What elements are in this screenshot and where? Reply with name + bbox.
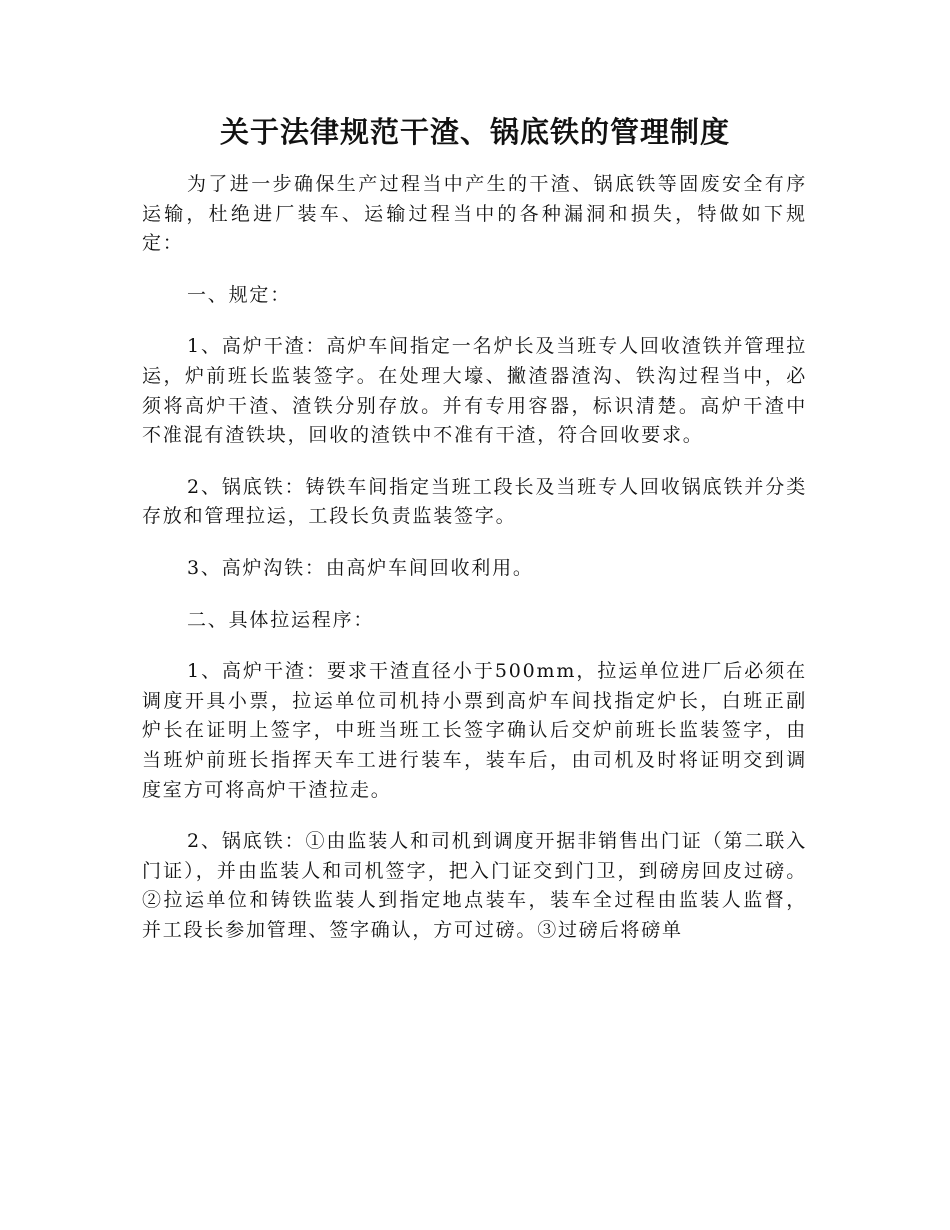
rule-item-trough-iron: 3、高炉沟铁：由高炉车间回收利用。 [187,556,534,579]
intro-paragraph: 为了进一步确保生产过程当中产生的干渣、锅底铁等固废安全有序运输，杜绝进厂装车、运输过程当中的各种漏洞和损失，特做如下规定： [142,173,807,255]
rule-item-pot-bottom-iron: 2、锅底铁：铸铁车间指定当班工段长及当班专人回收锅底铁并分类存放和管理拉运，工段长负责监装签字。 [142,475,807,528]
section-heading-procedure: 二、具体拉运程序： [187,608,375,631]
rule-item-furnace-slag: 1、高炉干渣：高炉车间指定一名炉长及当班专人回收渣铁并管理拉运，炉前班长监装签字。在处理大壕、撇渣器渣沟、铁沟过程当中，必须将高炉干渣、渣铁分别存放。并有专用容器，标识清楚。高炉干渣中不准混有渣铁块，回收的渣铁中不准有干渣，符合回收要求。 [142,335,807,447]
procedure-item-furnace-slag: 1、高炉干渣：要求干渣直径小于500mm，拉运单位进厂后必须在调度开具小票，拉运单位司机持小票到高炉车间找指定炉长，白班正副炉长在证明上签字，中班当班工长签字确认后交炉前班长监装签字，由当班炉前班长指挥天车工进行装车，装车后，由司机及时将证明交到调度室方可将高炉干渣拉走。 [142,660,807,801]
document-body [142,170,807,967]
procedure-item-pot-bottom-iron: 2、锅底铁：①由监装人和司机到调度开据非销售出门证（第二联入门证），并由监装人和司机签字，把入门证交到门卫，到磅房回皮过磅。②拉运单位和铸铁监装人到指定地点装车，装车全过程由监装人监督，并工段长参加管理、签字确认，方可过磅。③过磅后将磅单 [142,830,807,941]
section-heading-rules: 一、规定： [187,283,292,306]
page-title: 关于法律规范干渣、锅底铁的管理制度 [219,115,730,149]
